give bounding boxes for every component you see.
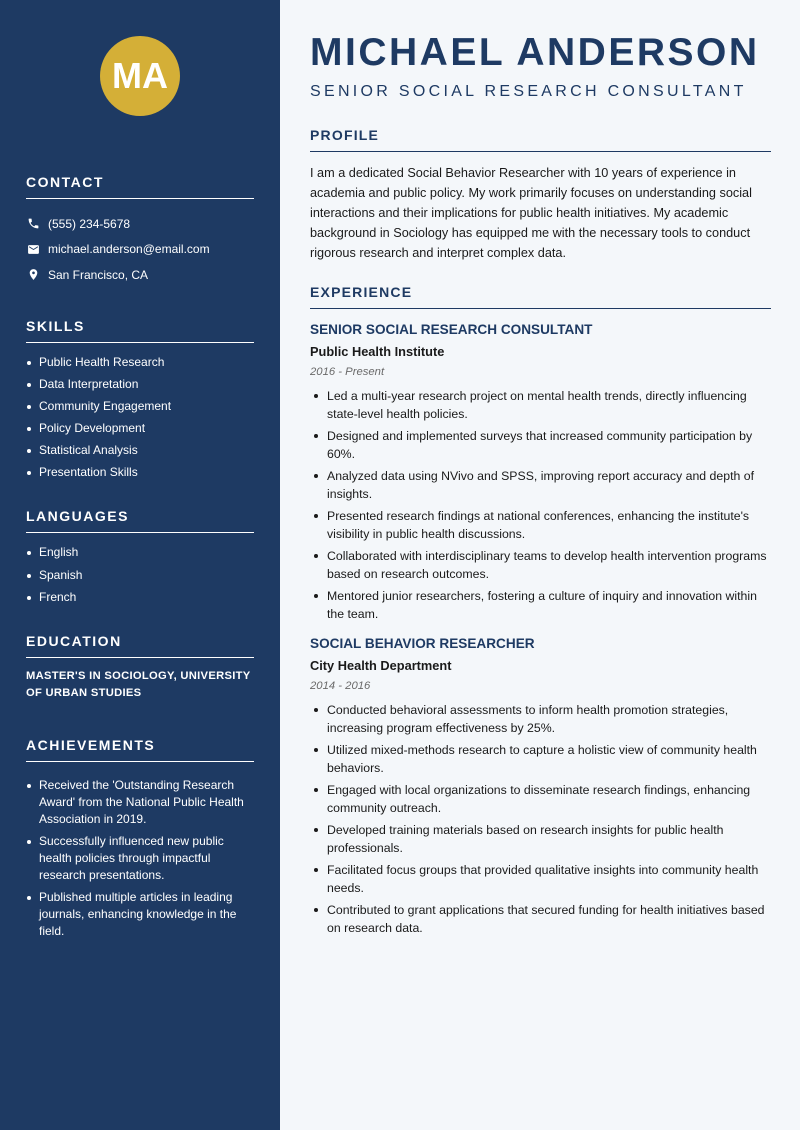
achievements-heading: ACHIEVEMENTS [26,737,254,762]
job-bullet: Engaged with local organizations to disseminate research findings, enhancing community outreach. [310,781,771,817]
experience-heading: EXPERIENCE [310,284,771,309]
job-bullet: Collaborated with interdisciplinary teams to develop health intervention programs based on research outcomes. [310,547,771,583]
job-title: SOCIAL BEHAVIOR RESEARCHER [310,636,535,651]
education-heading: EDUCATION [26,633,254,658]
language-item: Spanish [26,567,254,584]
achievement-item: Published multiple articles in leading journals, enhancing knowledge in the field. [26,889,254,940]
sidebar [0,0,280,1130]
job-bullet: Contributed to grant applications that secured funding for health initiatives based on research data. [310,901,771,937]
contact-phone [26,211,254,237]
location-text: San Francisco, CA [48,267,149,282]
job-bullet: Designed and implemented surveys that increased community participation by 60%. [310,427,771,463]
achievements-section [26,737,254,940]
profile-section [310,127,771,263]
job-bullet: Mentored junior researchers, fostering a culture of inquiry and innovation within the team. [310,587,771,623]
location-icon [26,268,40,282]
experience-section [310,284,771,937]
languages-section [26,508,254,605]
email-icon [26,242,40,256]
skill-item: Public Health Research [26,354,254,371]
job-dates: 2014 - 2016 [310,680,371,692]
education-section [26,633,254,702]
languages-list [26,544,254,605]
contact-email [26,237,254,263]
candidate-name: MICHAEL ANDERSON [310,31,760,74]
phone-text: (555) 234-5678 [48,216,131,231]
skill-item: Data Interpretation [26,376,254,393]
job-bullet: Presented research findings at national conferences, enhancing the institute's visibility in public health discussions. [310,507,771,543]
contact-heading: CONTACT [26,174,254,199]
job-bullet: Developed training materials based on research insights for public health professionals. [310,821,771,857]
job-bullet: Facilitated focus groups that provided qualitative insights into community health needs. [310,861,771,897]
achievement-item: Successfully influenced new public health policies through impactful research presentations. [26,833,254,884]
language-item: French [26,589,254,606]
candidate-title: SENIOR SOCIAL RESEARCH CONSULTANT [310,83,747,100]
profile-heading: PROFILE [310,127,771,152]
avatar: MA [100,36,180,116]
email-text: michael.anderson@email.com [48,242,210,257]
profile-text: I am a dedicated Social Behavior Researcher with 10 years of experience in academia and public policy. My work primarily focuses on understanding social interactions and their implications for public health initiatives. My academic background in Sociology has equipped me with the necessary tools to conduct rigorous research and interpret complex data. [310,166,752,260]
job-company: City Health Department [310,658,452,673]
job-title: SENIOR SOCIAL RESEARCH CONSULTANT [310,322,593,337]
job-bullet: Conducted behavioral assessments to inform health promotion strategies, increasing program effectiveness by 25%. [310,701,771,737]
job-bullet: Led a multi-year research project on mental health trends, directly influencing state-level health policies. [310,387,771,423]
achievements-list [26,777,254,940]
skills-section [26,318,254,482]
job-bullets [310,701,771,937]
contact-list [26,211,254,288]
skill-item: Policy Development [26,420,254,437]
skills-list [26,354,254,482]
languages-heading: LANGUAGES [26,508,254,533]
job-dates: 2016 - Present [310,366,385,378]
job-bullet: Utilized mixed-methods research to capture a holistic view of community health behaviors. [310,741,771,777]
job-bullets [310,387,771,623]
job-bullet: Analyzed data using NVivo and SPSS, improving report accuracy and depth of insights. [310,467,771,503]
language-item: English [26,544,254,561]
main-content [280,0,800,1130]
achievement-item: Received the 'Outstanding Research Award' from the National Public Health Association in 2019. [26,777,254,828]
phone-icon [26,217,40,231]
contact-location [26,262,254,288]
skill-item: Presentation Skills [26,464,254,481]
skills-heading: SKILLS [26,318,254,343]
contact-section [26,174,254,288]
job-company: Public Health Institute [310,344,445,359]
education-degree: MASTER'S IN SOCIOLOGY, UNIVERSITY OF URBAN STUDIES [26,669,251,699]
skill-item: Statistical Analysis [26,442,254,459]
job-entry [310,635,771,937]
skill-item: Community Engagement [26,398,254,415]
job-entry [310,321,771,623]
